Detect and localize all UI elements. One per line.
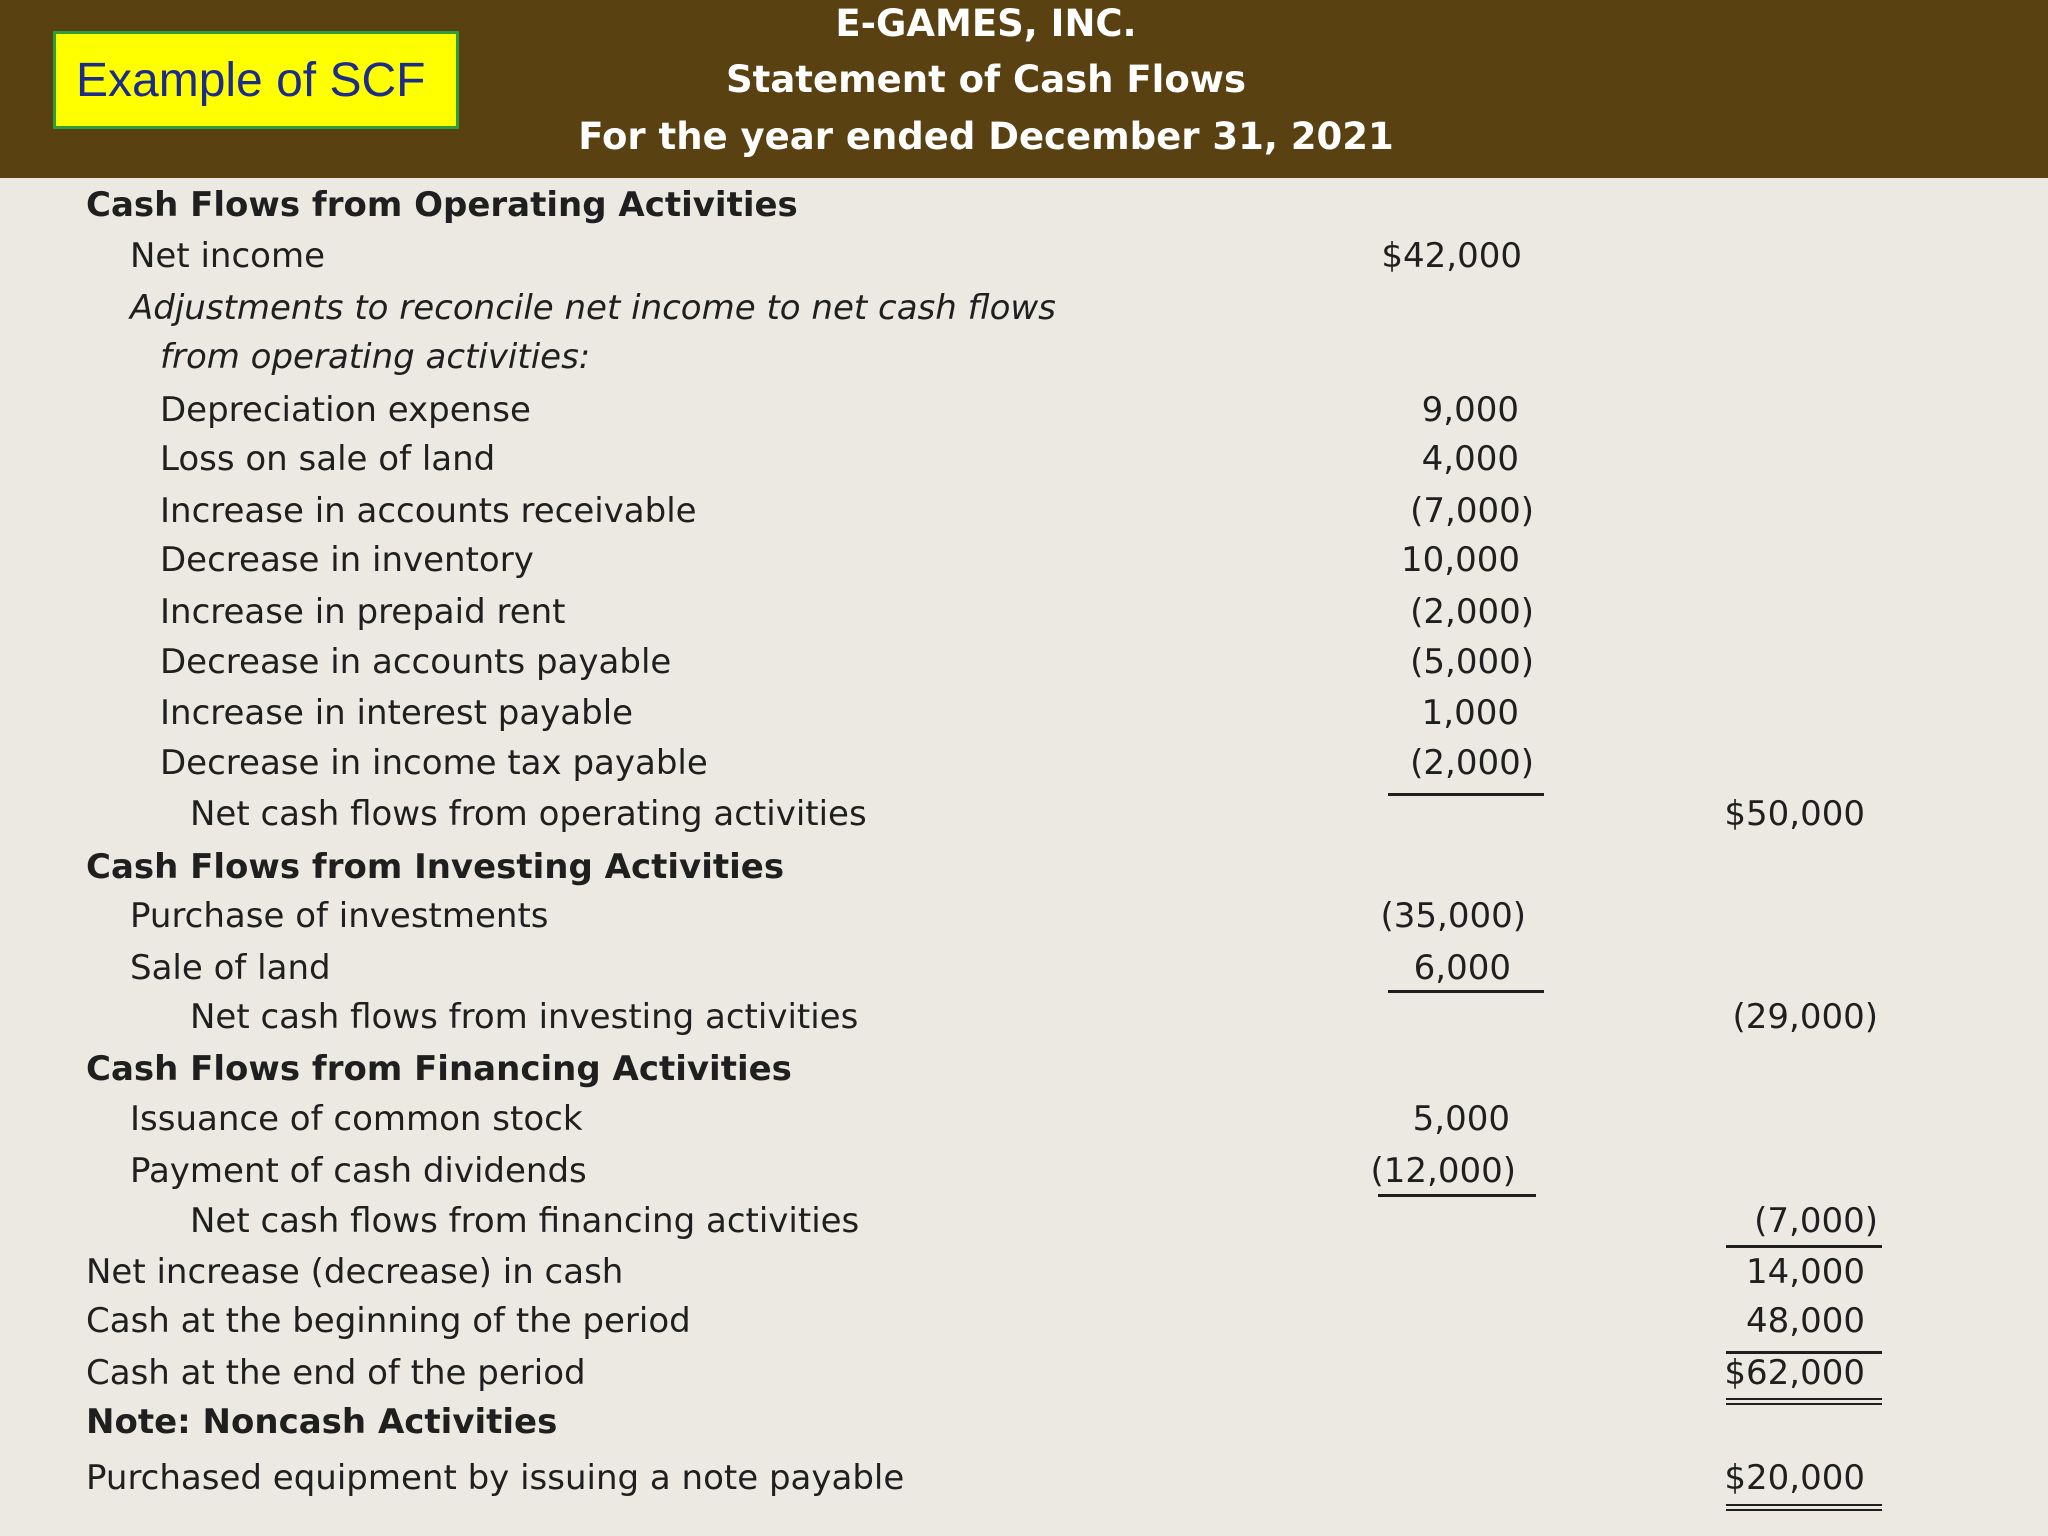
table-row [0, 437, 2048, 481]
ending-cash-label: Cash at the end of the period [86, 1353, 586, 1393]
example-badge: Example of SCF [53, 31, 459, 129]
table-row [0, 388, 2048, 432]
operating-net-row [0, 792, 2048, 836]
operating-net-value: $50,000 [1724, 794, 1865, 834]
adjustments-label-2: from operating activities: [160, 337, 591, 377]
line-item-label: Increase in interest payable [160, 693, 634, 733]
adjustments-row-1 [0, 286, 2048, 330]
investing-net-row [0, 995, 2048, 1039]
line-item-value: 6,000 [1413, 948, 1511, 988]
line-item-value: (2,000) [1410, 743, 1534, 783]
operating-net-label: Net cash flows from operating activities [190, 794, 867, 834]
line-item-label: Payment of cash dividends [130, 1151, 587, 1191]
table-row [0, 691, 2048, 735]
financing-net-row [0, 1199, 2048, 1243]
table-row [0, 946, 2048, 990]
company-name: E-GAMES, INC. [835, 2, 1137, 45]
table-row [0, 894, 2048, 938]
line-item-label: Decrease in accounts payable [160, 642, 672, 682]
financing-subtotal-rule [1378, 1194, 1536, 1197]
line-item-value: 1,000 [1421, 693, 1519, 733]
operating-heading: Cash Flows from Operating Activities [86, 185, 798, 225]
line-item-label: Loss on sale of land [160, 439, 496, 479]
line-item-value: (7,000) [1410, 491, 1534, 531]
net-income-row [0, 234, 2048, 278]
table-row [0, 1097, 2048, 1141]
investing-heading: Cash Flows from Investing Activities [86, 847, 785, 887]
financing-net-rule [1726, 1245, 1882, 1248]
net-income-label: Net income [130, 236, 326, 276]
net-change-row [0, 1250, 2048, 1294]
investing-net-value: (29,000) [1732, 997, 1878, 1037]
table-row [0, 489, 2048, 533]
line-item-value: 10,000 [1401, 540, 1520, 580]
line-item-value: (2,000) [1410, 592, 1534, 632]
table-row [0, 640, 2048, 684]
ending-cash-value: $62,000 [1724, 1353, 1865, 1393]
line-item-value: 9,000 [1421, 390, 1519, 430]
line-item-value: (5,000) [1410, 642, 1534, 682]
net-change-label: Net increase (decrease) in cash [86, 1252, 624, 1292]
ending-cash-row [0, 1351, 2048, 1395]
adjustments-row-2 [0, 335, 2048, 379]
line-item-label: Sale of land [130, 948, 331, 988]
line-item-value: 5,000 [1412, 1099, 1510, 1139]
line-item-label: Decrease in income tax payable [160, 743, 708, 783]
financing-net-value: (7,000) [1754, 1201, 1878, 1241]
noncash-heading: Note: Noncash Activities [86, 1402, 558, 1442]
financing-heading: Cash Flows from Financing Activities [86, 1049, 792, 1089]
beginning-cash-value: 48,000 [1746, 1301, 1865, 1341]
net-income-value: $42,000 [1381, 236, 1522, 276]
net-change-value: 14,000 [1746, 1252, 1865, 1292]
line-item-value: (12,000) [1370, 1151, 1516, 1191]
line-item-label: Issuance of common stock [130, 1099, 583, 1139]
line-item-label: Purchase of investments [130, 896, 549, 936]
financing-net-label: Net cash flows from financing activities [190, 1201, 860, 1241]
investing-subtotal-rule [1388, 990, 1544, 993]
investing-net-label: Net cash flows from investing activities [190, 997, 859, 1037]
adjustments-label-1: Adjustments to reconcile net income to net cash flows [130, 288, 1056, 328]
line-item-label: Depreciation expense [160, 390, 531, 430]
table-row [0, 590, 2048, 634]
table-row [0, 538, 2048, 582]
investing-heading-row [0, 845, 2048, 889]
noncash-item-row [0, 1456, 2048, 1500]
line-item-label: Increase in prepaid rent [160, 592, 566, 632]
line-item-value: 4,000 [1421, 439, 1519, 479]
statement-title: Statement of Cash Flows [726, 58, 1246, 101]
noncash-item-label: Purchased equipment by issuing a note payable [86, 1458, 905, 1498]
noncash-double-rule [1726, 1504, 1882, 1511]
table-row [0, 1149, 2048, 1193]
line-item-label: Decrease in inventory [160, 540, 534, 580]
beginning-cash-row [0, 1299, 2048, 1343]
beginning-cash-label: Cash at the beginning of the period [86, 1301, 691, 1341]
noncash-item-value: $20,000 [1724, 1458, 1865, 1498]
financing-heading-row [0, 1047, 2048, 1091]
line-item-label: Increase in accounts receivable [160, 491, 697, 531]
noncash-heading-row [0, 1400, 2048, 1444]
statement-period: For the year ended December 31, 2021 [578, 115, 1394, 158]
operating-heading-row [0, 183, 2048, 227]
table-row [0, 741, 2048, 785]
line-item-value: (35,000) [1380, 896, 1526, 936]
